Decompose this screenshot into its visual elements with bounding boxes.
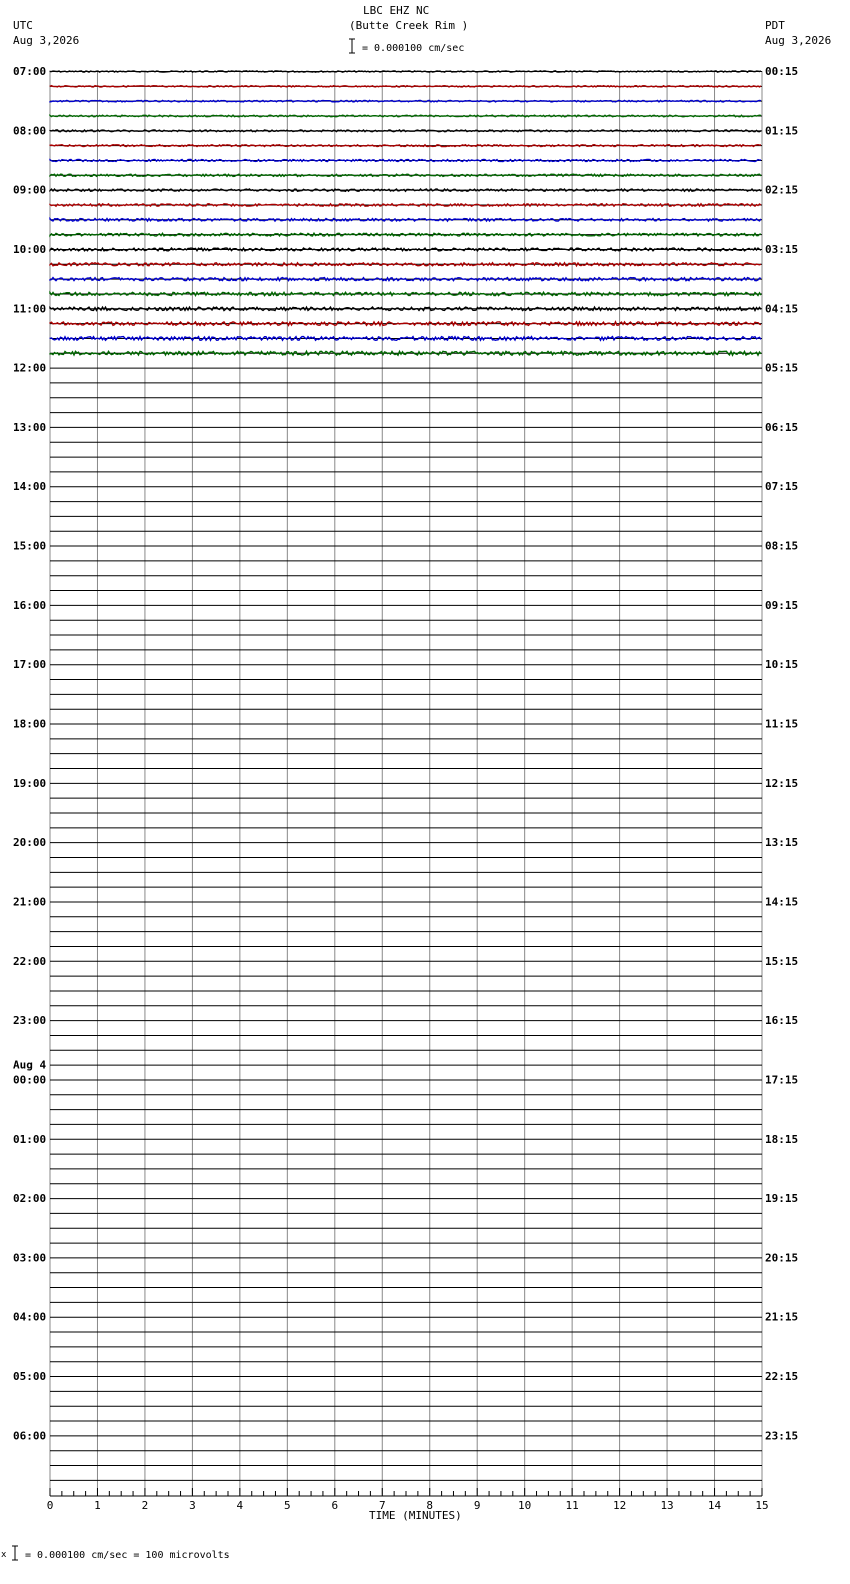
seismic-trace [50, 204, 761, 206]
local-hour-label: 21:15 [765, 1310, 799, 1324]
x-tick-label: 1 [94, 1499, 101, 1512]
station-location: (Butte Creek Rim ) [349, 19, 469, 32]
x-axis-label: TIME (MINUTES) [369, 1509, 462, 1522]
local-hour-label: 17:15 [765, 1073, 799, 1087]
scale-text: = 0.000100 cm/sec [362, 43, 465, 54]
local-hour-label: 02:15 [765, 183, 799, 197]
local-hour-label: 22:15 [765, 1370, 799, 1384]
footer-mark: x [1, 1550, 7, 1560]
local-hour-label: 13:15 [765, 836, 799, 850]
utc-hour-label: 12:00 [13, 361, 47, 375]
seismic-trace [50, 219, 761, 222]
seismic-trace [50, 115, 761, 117]
utc-hour-label: 02:00 [13, 1192, 47, 1206]
utc-hour-label: 20:00 [13, 836, 47, 850]
local-hour-label: 19:15 [765, 1192, 799, 1206]
seismic-trace [50, 100, 761, 101]
x-tick-label: 14 [707, 1499, 722, 1512]
local-hour-label: 12:15 [765, 776, 799, 790]
x-tick-label: 7 [378, 1499, 386, 1512]
utc-hour-label: 05:00 [13, 1370, 47, 1384]
utc-hour-label: 09:00 [13, 183, 47, 197]
utc-hour-label: 17:00 [13, 658, 47, 672]
seismic-trace [50, 159, 761, 161]
x-tick-label: 2 [141, 1499, 149, 1512]
x-tick-label: 11 [565, 1499, 579, 1512]
x-tick-label: 6 [331, 1499, 339, 1512]
local-hour-label: 06:15 [765, 420, 799, 434]
x-tick-label: 0 [46, 1499, 54, 1512]
local-hour-label: 09:15 [765, 598, 799, 612]
local-hour-label: 16:15 [765, 1014, 799, 1028]
seismic-trace [50, 248, 761, 251]
local-hour-label: 01:15 [765, 124, 799, 138]
utc-hour-label: 22:00 [13, 954, 47, 968]
utc-hour-label: 00:00 [13, 1073, 47, 1087]
utc-hour-label: 23:00 [13, 1014, 47, 1028]
utc-hour-label: 07:00 [13, 65, 47, 78]
utc-hour-label: 18:00 [13, 717, 47, 731]
local-hour-label: 15:15 [765, 954, 799, 968]
x-tick-label: 13 [660, 1499, 674, 1512]
local-hour-label: 18:15 [765, 1132, 799, 1146]
local-hour-label: 05:15 [765, 361, 799, 375]
local-hour-label: 08:15 [765, 539, 799, 553]
x-tick-label: 9 [473, 1499, 481, 1512]
footer-calibration-text: = 0.000100 cm/sec = 100 microvolts [25, 1550, 230, 1561]
utc-hour-label: 11:00 [13, 302, 47, 316]
local-hour-label: 07:15 [765, 480, 799, 494]
utc-hour-label: 16:00 [13, 598, 47, 612]
seismic-trace [50, 322, 761, 326]
utc-hour-label: 19:00 [13, 776, 47, 790]
left-timezone-label: UTC [13, 19, 33, 32]
local-hour-label: 03:15 [765, 242, 799, 256]
utc-hour-label: 06:00 [13, 1429, 47, 1443]
x-tick-label: 3 [189, 1499, 196, 1512]
local-hour-label: 00:15 [765, 65, 799, 78]
right-date-label: Aug 3,2026 [765, 34, 832, 47]
x-tick-label: 15 [755, 1499, 769, 1512]
local-hour-label: 14:15 [765, 895, 799, 909]
utc-hour-label: 01:00 [13, 1132, 47, 1146]
x-tick-label: 5 [284, 1499, 291, 1512]
utc-hour-label: 04:00 [13, 1310, 47, 1324]
x-tick-label: 4 [236, 1499, 244, 1512]
utc-hour-label: 10:00 [13, 242, 47, 256]
left-date-label: Aug 3,2026 [13, 34, 80, 47]
local-hour-label: 10:15 [765, 658, 799, 672]
local-hour-label: 04:15 [765, 302, 799, 316]
x-tick-label: 12 [612, 1499, 627, 1512]
seismic-trace [50, 130, 761, 132]
utc-hour-label: 15:00 [13, 539, 47, 553]
date-change-label: Aug 4 [13, 1058, 47, 1072]
x-tick-label: 10 [518, 1499, 532, 1512]
utc-hour-label: 14:00 [13, 480, 47, 494]
utc-hour-label: 03:00 [13, 1251, 47, 1265]
local-hour-label: 23:15 [765, 1429, 799, 1443]
local-hour-label: 11:15 [765, 717, 799, 731]
footer-scale-bar-icon [11, 1545, 19, 1561]
seismic-trace [50, 145, 761, 147]
station-title: LBC EHZ NC [363, 4, 430, 17]
x-tick-label: 8 [426, 1499, 434, 1512]
utc-hour-label: 08:00 [13, 124, 47, 138]
utc-hour-label: 13:00 [13, 420, 47, 434]
utc-hour-label: 21:00 [13, 895, 47, 909]
right-timezone-label: PDT [765, 19, 785, 32]
local-hour-label: 20:15 [765, 1251, 799, 1265]
